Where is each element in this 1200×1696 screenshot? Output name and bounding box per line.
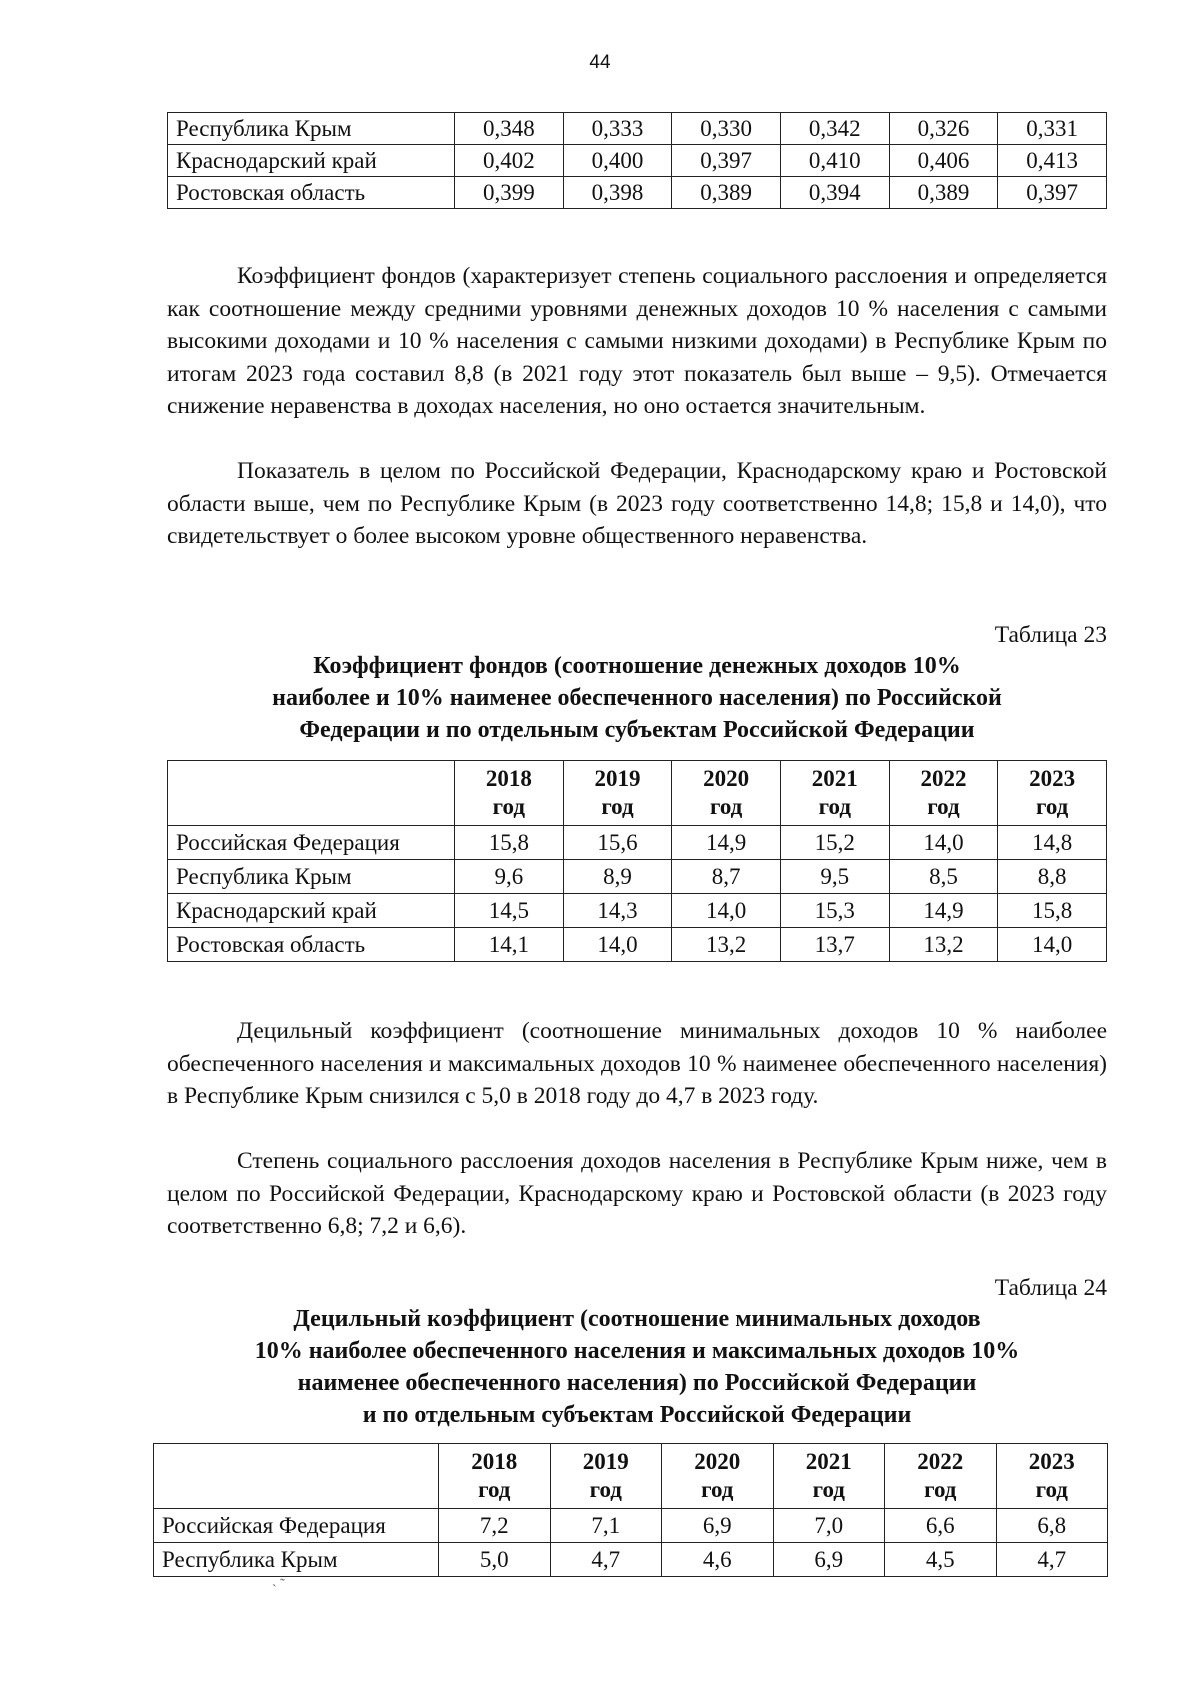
table-24-title-line: и по отдельным субъектам Российской Федерации (362, 1402, 912, 1428)
year-unit-label: год (492, 794, 525, 819)
year-unit-label: год (927, 794, 960, 819)
year-label: 2021 (805, 1449, 852, 1474)
value-cell: 0,410 (780, 145, 889, 177)
year-header-cell (998, 761, 1107, 826)
year-unit-label: год (924, 1477, 957, 1502)
value-cell: 4,7 (550, 1543, 662, 1577)
year-unit-label: год (812, 1477, 845, 1502)
value-cell: 14,0 (563, 928, 672, 962)
value-cell: 8,7 (672, 860, 781, 894)
year-unit-label: год (1035, 1477, 1068, 1502)
value-cell: 0,399 (455, 177, 564, 209)
year-unit-label: год (601, 794, 634, 819)
table-23-title (167, 650, 1107, 746)
value-cell: 14,0 (672, 894, 781, 928)
table-row (154, 1509, 1108, 1543)
scan-mark: ˴ ˜ (272, 1577, 285, 1592)
year-label: 2023 (1029, 766, 1076, 791)
table-row (154, 1543, 1108, 1577)
value-cell: 4,6 (662, 1543, 774, 1577)
year-header-cell (780, 761, 889, 826)
value-cell: 15,6 (563, 826, 672, 860)
table-row (168, 894, 1107, 928)
value-cell: 14,9 (672, 826, 781, 860)
value-cell: 0,400 (563, 145, 672, 177)
value-cell: 6,8 (996, 1509, 1108, 1543)
value-cell: 0,406 (889, 145, 998, 177)
year-label: 2020 (703, 766, 750, 791)
table-23-title-line: наиболее и 10% наименее обеспеченного населения) по Российской (272, 685, 1002, 711)
value-cell: 6,6 (885, 1509, 997, 1543)
value-cell: 13,7 (780, 928, 889, 962)
table-24-title-line: наименее обеспеченного населения) по Российской Федерации (297, 1370, 977, 1396)
value-cell: 15,2 (780, 826, 889, 860)
table-24-caption: Таблица 24 (994, 1275, 1107, 1301)
page-number: 44 (589, 52, 611, 73)
value-cell: 13,2 (889, 928, 998, 962)
year-header-cell (455, 761, 564, 826)
value-cell: 0,397 (998, 177, 1107, 209)
table-row (168, 860, 1107, 894)
year-unit-label: год (701, 1477, 734, 1502)
value-cell: 14,5 (455, 894, 564, 928)
value-cell: 14,1 (455, 928, 564, 962)
value-cell: 0,398 (563, 177, 672, 209)
year-unit-label: год (1035, 794, 1069, 819)
value-cell: 15,8 (998, 894, 1107, 928)
value-cell: 14,0 (998, 928, 1107, 962)
year-header-cell (996, 1444, 1108, 1509)
value-cell: 7,1 (550, 1509, 662, 1543)
value-cell: 4,5 (885, 1543, 997, 1577)
value-cell: 9,6 (455, 860, 564, 894)
value-cell: 14,8 (998, 826, 1107, 860)
value-cell: 0,333 (563, 113, 672, 145)
year-unit-label: год (818, 794, 851, 819)
year-header-cell (662, 1444, 774, 1509)
year-label: 2022 (920, 766, 967, 791)
value-cell: 0,342 (780, 113, 889, 145)
value-cell: 7,2 (439, 1509, 551, 1543)
value-cell: 15,3 (780, 894, 889, 928)
row-label-cell: Российская Федерация (168, 826, 455, 860)
value-cell: 14,3 (563, 894, 672, 928)
year-label: 2018 (471, 1449, 518, 1474)
table-row (168, 826, 1107, 860)
table-row (168, 928, 1107, 962)
value-cell: 8,9 (563, 860, 672, 894)
row-label-cell: Республика Крым (168, 860, 455, 894)
value-cell: 14,9 (889, 894, 998, 928)
value-cell: 13,2 (672, 928, 781, 962)
header-row (154, 1444, 1108, 1509)
table-23 (167, 760, 1107, 962)
row-label-cell: Республика Крым (154, 1543, 439, 1577)
value-cell: 6,9 (773, 1543, 885, 1577)
paragraph-fund-coefficient: Коэффициент фондов (характеризует степень социального расслоения и определяется как соотношение между средними уровнями денежных доходов 10 % населения с самыми высокими доходами и 10 % населения с самыми низкими доходами) в Республике Крым по итогам 2023 года составил 8,8 (в 2021 году этот показатель был выше – 9,5). Отмечается снижение неравенства в доходах населения, но оно остается значительным. (167, 263, 1107, 419)
value-cell: 0,330 (672, 113, 781, 145)
year-label: 2020 (694, 1449, 741, 1474)
year-header-cell (885, 1444, 997, 1509)
header-row (168, 761, 1107, 826)
table-24-title-line: Децильный коэффициент (соотношение минимальных доходов (293, 1306, 981, 1332)
row-label-cell: Республика Крым (168, 113, 455, 145)
year-label: 2019 (582, 1449, 629, 1474)
table-23-title-line: Коэффициент фондов (соотношение денежных доходов 10% (313, 653, 961, 679)
table-24-title (167, 1303, 1107, 1431)
year-header-cell (672, 761, 781, 826)
value-cell: 7,0 (773, 1509, 885, 1543)
year-label: 2023 (1028, 1449, 1075, 1474)
year-label: 2019 (594, 766, 641, 791)
value-cell: 0,394 (780, 177, 889, 209)
paragraph-comparison: Показатель в целом по Российской Федерации, Краснодарскому краю и Ростовской области выше, чем по Республике Крым (в 2023 году соответственно 14,8; 15,8 и 14,0), что свидетельствует о более высоком уровне общественного неравенства. (167, 458, 1107, 549)
table-row (168, 177, 1107, 209)
row-label-cell: Ростовская область (168, 928, 455, 962)
table-24 (153, 1443, 1108, 1577)
year-label: 2018 (485, 766, 532, 791)
year-header-cell (889, 761, 998, 826)
continued-table (167, 112, 1107, 209)
value-cell: 8,5 (889, 860, 998, 894)
row-label-cell: Краснодарский край (168, 894, 455, 928)
year-label: 2022 (917, 1449, 964, 1474)
value-cell: 0,402 (455, 145, 564, 177)
value-cell: 5,0 (439, 1543, 551, 1577)
value-cell: 0,397 (672, 145, 781, 177)
value-cell: 0,413 (998, 145, 1107, 177)
year-header-cell (563, 761, 672, 826)
value-cell: 0,389 (672, 177, 781, 209)
value-cell: 15,8 (455, 826, 564, 860)
year-header-cell (550, 1444, 662, 1509)
header-corner-cell (154, 1444, 439, 1509)
year-unit-label: год (589, 1477, 622, 1502)
table-23-caption: Таблица 23 (994, 622, 1107, 648)
year-header-cell (773, 1444, 885, 1509)
paragraph-decile-coefficient: Децильный коэффициент (соотношение минимальных доходов 10 % наиболее обеспеченного населения и максимальных доходов 10 % наименее обеспеченного населения) в Республике Крым снизился с 5,0 в 2018 году до 4,7 в 2023 году. (167, 1018, 1107, 1109)
value-cell: 9,5 (780, 860, 889, 894)
table-row (168, 113, 1107, 145)
row-label-cell: Российская Федерация (154, 1509, 439, 1543)
paragraph-stratification: Степень социального расслоения доходов населения в Республике Крым ниже, чем в целом по Российской Федерации, Краснодарскому краю и Ростовской области (в 2023 году соответственно 6,8; 7,2 и 6,6). (167, 1148, 1107, 1239)
value-cell: 0,331 (998, 113, 1107, 145)
year-label: 2021 (811, 766, 858, 791)
value-cell: 0,389 (889, 177, 998, 209)
year-unit-label: год (478, 1477, 511, 1502)
value-cell: 0,326 (889, 113, 998, 145)
table-row (168, 145, 1107, 177)
value-cell: 4,7 (996, 1543, 1108, 1577)
year-unit-label: год (709, 794, 743, 819)
table-23-title-line: Федерации и по отдельным субъектам Российской Федерации (299, 717, 975, 743)
year-header-cell (439, 1444, 551, 1509)
row-label-cell: Краснодарский край (168, 145, 455, 177)
table-24-title-line: 10% наиболее обеспеченного населения и максимальных доходов 10% (254, 1338, 1020, 1364)
row-label-cell: Ростовская область (168, 177, 455, 209)
header-corner-cell (168, 761, 455, 826)
value-cell: 6,9 (662, 1509, 774, 1543)
value-cell: 8,8 (998, 860, 1107, 894)
value-cell: 14,0 (889, 826, 998, 860)
value-cell: 0,348 (455, 113, 564, 145)
